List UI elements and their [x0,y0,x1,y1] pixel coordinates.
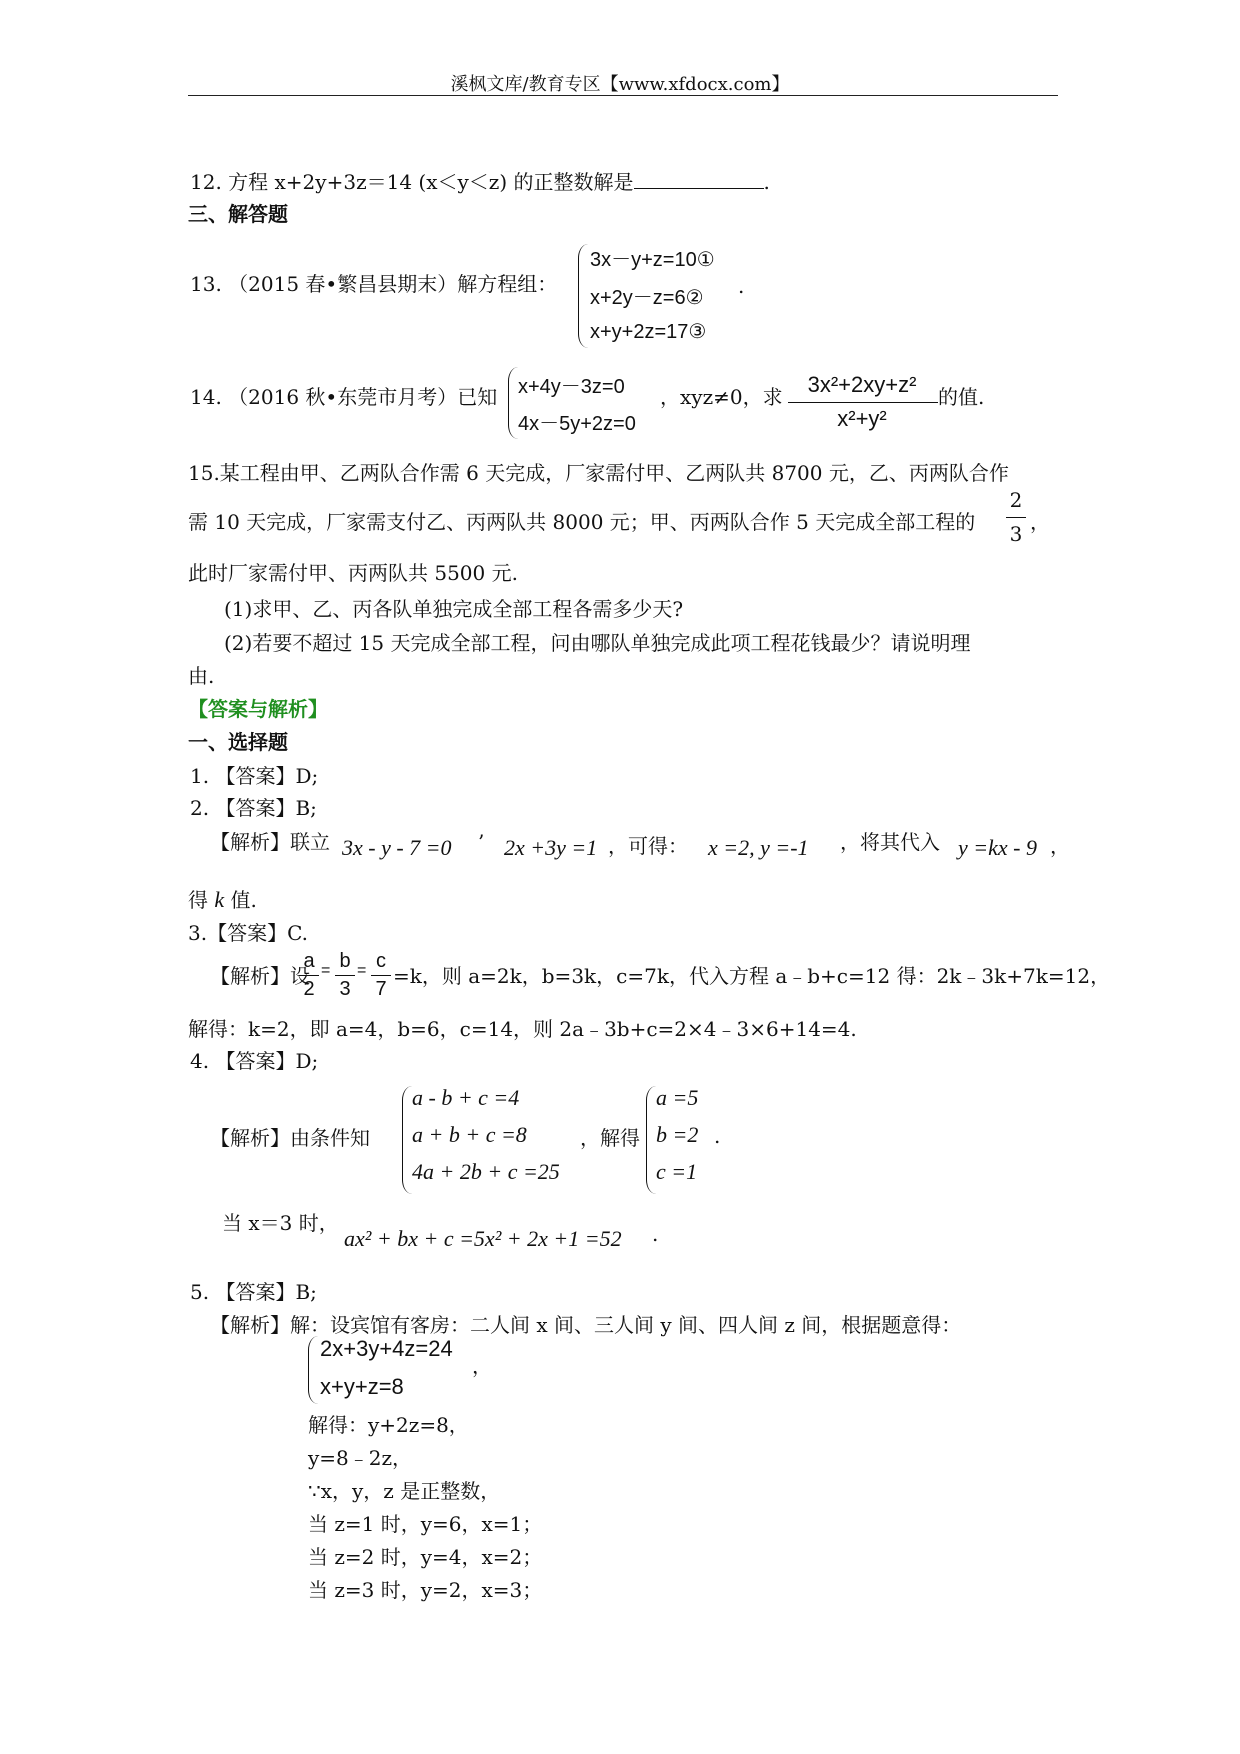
q14-equation-1: x+4y－3z=0 [518,376,625,398]
question-12 [190,166,770,195]
a2-line-2 [188,884,257,913]
q15-line-3: 此时厂家需付甲、丙两队共 5500 元. [188,561,518,585]
q13-text: 13. （2015 春•繁昌县期末）解方程组： [190,272,558,296]
a4-expression: ax² + bx + c =5x² + 2x +1 =52 [344,1226,622,1251]
a2-eq-2: 2x +3y =1 [504,835,598,860]
a5-line-2: y=8﹣2z， [308,1446,413,1470]
q15-line-1: 15.某工程由甲、乙两队合作需 6 天完成，厂家需付甲、乙两队共 8700 元，乙、丙两队合作 [188,461,1009,485]
answer-2: 2. 【答案】B; [190,796,317,820]
a2-line-2-post: 值. [230,888,257,912]
answer-5: 5. 【答案】B; [190,1280,317,1304]
a5-eq-2: x+y+z=8 [320,1374,404,1399]
a3-line-2: 解得：k=2，即 a=4，b=6，c=14，则 2a﹣3b+c=2×4﹣3×6+14=4. [188,1017,857,1041]
q13-equation-3: x+y+2z=17③ [590,321,707,343]
q15-frac-den: 3 [1009,522,1023,546]
q14-equation-2: 4x－5y+2z=0 [518,413,636,435]
a2-explanation-start: 【解析】联立 [210,830,330,854]
a2-eq-1: 3x - y - 7 =0 [342,835,452,860]
equals-sign: = [357,962,367,979]
q15-part-2: (2)若要不超过 15 天完成全部工程，问由哪队单独完成此项工程花钱最少？请说明理 [224,631,971,655]
a3-frac-den-2: 2 [303,978,315,1000]
a4-when: 当 x＝3 时， [222,1211,339,1235]
answer-1: 1. 【答案】D; [190,764,319,788]
fraction-bar [371,975,391,976]
system-brace [308,1336,319,1404]
a4-end: . [652,1222,659,1246]
answer-3: 3.【答案】C. [188,921,309,945]
answer-blank [634,170,764,189]
section-title-1: 一、选择题 [188,730,288,754]
q14-numerator: 3x²+2xy+z² [807,372,917,397]
a2-solution: x =2, y =-1 [708,835,809,860]
a4-mid: ，解得 [580,1126,640,1150]
q13-equation-1: 3x－y+z=10① [590,249,715,271]
a2-eq-3: y =kx - 9 [958,835,1037,860]
a2-end-comma: ， [1050,834,1070,858]
a2-comma: ’ [478,830,485,854]
a5-line-4: 当 z=1 时，y=6，x=1； [308,1512,543,1536]
a4-solution-a: a =5 [656,1085,699,1110]
page-header: 溪枫文库/教育专区【www.xfdocx.com】 [450,74,790,95]
q15-part-2-cont: 由. [188,664,215,688]
a4-eq-3: 4a + 2b + c =25 [412,1159,560,1184]
q12-text: 12. 方程 x+2y+3z＝14 (x＜y＜z) 的正整数解是 [190,170,634,194]
a2-mid: ，可得： [608,834,688,858]
a4-solution-b: b =2 [656,1122,699,1147]
q15-part-1: (1)求甲、乙、丙各队单独完成全部工程各需多少天? [224,597,684,621]
a4-explanation-start: 【解析】由条件知 [210,1126,370,1150]
a3-frac-num-a: a [303,950,315,972]
a3-frac-den-7: 7 [375,978,387,1000]
fraction-bar [1006,517,1026,518]
a4-solution-c: c =1 [656,1159,698,1184]
answers-title: 【答案与解析】 [188,697,328,721]
a3-frac-den-3: 3 [339,978,351,1000]
a5-line-5: 当 z=2 时，y=4，x=2； [308,1545,543,1569]
fraction-bar [335,975,355,976]
a5-explanation: 【解析】解：设宾馆有客房：二人间 x 间、三人间 y 间、四人间 z 间，根据题意得： [210,1313,962,1337]
answer-4: 4. 【答案】D; [190,1049,319,1073]
a2-line-2-pre: 得 [188,888,208,912]
q14-denominator: x²+y² [837,406,887,431]
a4-eq-1: a - b + c =4 [412,1085,520,1110]
q13-end: . [738,274,745,298]
equals-sign: = [321,962,331,979]
a5-line-6: 当 z=3 时，y=2，x=3； [308,1578,543,1602]
a3-explanation-start: 【解析】设 [210,964,310,988]
a2-k: k [214,887,225,912]
a3-frac-num-c: c [376,950,386,972]
system-brace [578,244,589,348]
a4-eq-2: a + b + c =8 [412,1122,527,1147]
section-title-3: 三、解答题 [188,202,288,226]
q12-end: . [763,170,770,194]
a5-eq-1: 2x+3y+4z=24 [320,1336,453,1361]
a5-line-1: 解得：y+2z=8， [308,1413,469,1437]
a5-line-3: ∵x，y，z 是正整数， [308,1479,501,1503]
q14-text: 14. （2016 秋•东莞市月考）已知 [190,385,498,409]
a5-eq-end: ， [472,1354,492,1378]
fraction-bar [788,402,938,403]
q14-end: 的值. [938,385,985,409]
fraction-bar [299,975,319,976]
a3-explanation-rest: =k，则 a=2k，b=3k，c=7k，代入方程 a﹣b+c=12 得：2k﹣3k+7k=12， [393,964,1111,988]
a2-substitute: ，将其代入 [840,830,940,854]
q15-frac-num: 2 [1009,488,1023,512]
q13-equation-2: x+2y－z=6② [590,287,704,309]
a3-frac-num-b: b [339,950,351,972]
q14-mid: ，xyz≠0，求 [660,385,783,409]
q15-line-2-end: ， [1030,510,1050,534]
a4-dot: . [714,1124,721,1148]
header-rule [188,95,1058,96]
q15-line-2: 需 10 天完成，厂家需支付乙、丙两队共 8000 元；甲、丙两队合作 5 天完成全部工程的 [188,510,976,534]
